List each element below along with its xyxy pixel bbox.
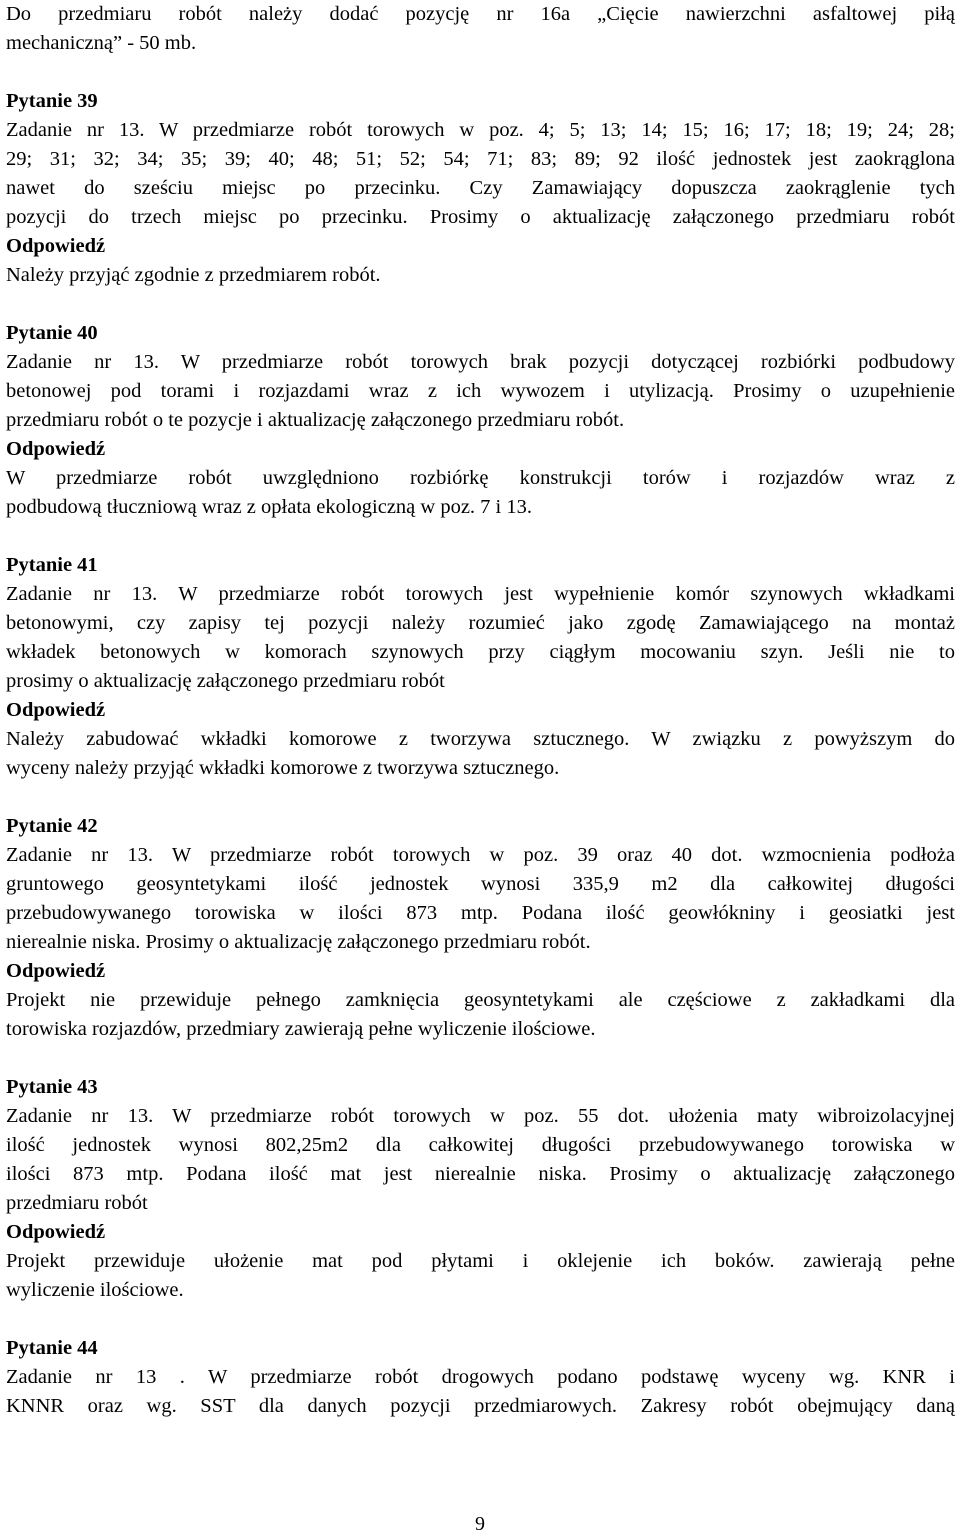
section-heading: Odpowiedź: [6, 438, 106, 460]
text-block: [6, 1334, 955, 1421]
text-line: W przedmiarze robót uwzględniono rozbiórkę konstrukcji torów i rozjazdów wraz z: [6, 467, 955, 489]
text-line: Projekt nie przewiduje pełnego zamknięcia geosyntetykami ale częściowe z zakładkami dla: [6, 989, 955, 1011]
text-line: nierealnie niska. Prosimy o aktualizację załączonego przedmiaru robót.: [6, 931, 591, 953]
text-line: ilość jednostek wynosi 802,25m2 dla całkowitej długości przebudowywanego torowiska w: [6, 1134, 955, 1156]
paragraph-gap: [6, 783, 955, 812]
text-line: nawet do sześciu miejsc po przecinku. Czy Zamawiający dopuszcza zaokrąglenie tych: [6, 177, 955, 199]
text-line: pozycji do trzech miejsc po przecinku. Prosimy o aktualizację załączonego przedmiaru robót: [6, 206, 955, 228]
paragraph-gap: [6, 522, 955, 551]
section-heading: Pytanie 43: [6, 1076, 98, 1098]
text-line: przedmiaru robót: [6, 1192, 148, 1214]
text-line: Zadanie nr 13. W przedmiarze robót torowych brak pozycji dotyczącej rozbiórki podbudowy: [6, 351, 955, 373]
paragraph-gap: [6, 1044, 955, 1073]
section-heading: Pytanie 40: [6, 322, 98, 344]
text-block: [6, 319, 955, 522]
page-number: 9: [475, 1513, 485, 1535]
text-line: Zadanie nr 13. W przedmiarze robót torowych w poz. 55 dot. ułożenia maty wibroizolacyjnej: [6, 1105, 955, 1127]
text-line: KNNR oraz wg. SST dla danych pozycji przedmiarowych. Zakresy robót obejmujący daną: [6, 1395, 955, 1417]
text-block: [6, 0, 955, 58]
paragraph-gap: [6, 1305, 955, 1334]
section-heading: Odpowiedź: [6, 1221, 106, 1243]
text-line: ilości 873 mtp. Podana ilość mat jest nierealnie niska. Prosimy o aktualizację załączonego: [6, 1163, 955, 1185]
text-line: prosimy o aktualizację załączonego przedmiaru robót: [6, 670, 445, 692]
text-line: przedmiaru robót o te pozycje i aktualizację załączonego przedmiaru robót.: [6, 409, 625, 431]
text-block: [6, 812, 955, 1044]
text-line: przebudowywanego torowiska w ilości 873 mtp. Podana ilość geowłókniny i geosiatki jest: [6, 902, 955, 924]
paragraph-gap: [6, 58, 955, 87]
text-line: Zadanie nr 13. W przedmiarze robót torowych w poz. 4; 5; 13; 14; 15; 16; 17; 18; 19; 24; 28;: [6, 119, 955, 141]
text-line: Projekt przewiduje ułożenie mat pod płytami i oklejenie ich boków. zawierają pełne: [6, 1250, 955, 1272]
section-heading: Pytanie 44: [6, 1337, 98, 1359]
text-line: Do przedmiaru robót należy dodać pozycję nr 16a „Cięcie nawierzchni asfaltowej piłą: [6, 3, 955, 25]
text-line: wyceny należy przyjąć wkładki komorowe z tworzywa sztucznego.: [6, 757, 560, 779]
text-block: [6, 1073, 955, 1305]
text-line: mechaniczną” - 50 mb.: [6, 32, 197, 54]
text-line: betonowej pod torami i rozjazdami wraz z ich wywozem i utylizacją. Prosimy o uzupełnienie: [6, 380, 955, 402]
text-line: Zadanie nr 13. W przedmiarze robót torowych w poz. 39 oraz 40 dot. wzmocnienia podłoża: [6, 844, 955, 866]
section-heading: Pytanie 42: [6, 815, 98, 837]
document-page: [6, 0, 955, 1421]
text-line: torowiska rozjazdów, przedmiary zawierają pełne wyliczenie ilościowe.: [6, 1018, 596, 1040]
section-heading: Odpowiedź: [6, 235, 106, 257]
paragraph-gap: [6, 290, 955, 319]
section-heading: Pytanie 41: [6, 554, 98, 576]
text-line: Należy przyjąć zgodnie z przedmiarem robót.: [6, 264, 381, 286]
text-line: Należy zabudować wkładki komorowe z tworzywa sztucznego. W związku z powyższym do: [6, 728, 955, 750]
section-heading: Pytanie 39: [6, 90, 98, 112]
text-line: Zadanie nr 13. W przedmiarze robót torowych jest wypełnienie komór szynowych wkładkami: [6, 583, 955, 605]
text-block: [6, 551, 955, 783]
text-line: betonowymi, czy zapisy tej pozycji należy rozumieć jako zgodę Zamawiającego na montaż: [6, 612, 955, 634]
text-line: 29; 31; 32; 34; 35; 39; 40; 48; 51; 52; 54; 71; 83; 89; 92 ilość jednostek jest zaokrąglona: [6, 148, 955, 170]
text-line: Zadanie nr 13 . W przedmiarze robót drogowych podano podstawę wyceny wg. KNR i: [6, 1366, 955, 1388]
text-line: gruntowego geosyntetykami ilość jednostek wynosi 335,9 m2 dla całkowitej długości: [6, 873, 955, 895]
section-heading: Odpowiedź: [6, 699, 106, 721]
text-line: wkładek betonowych w komorach szynowych przy ciągłym mocowaniu szyn. Jeśli nie to: [6, 641, 955, 663]
text-line: podbudową tłuczniową wraz z opłata ekologiczną w poz. 7 i 13.: [6, 496, 532, 518]
section-heading: Odpowiedź: [6, 960, 106, 982]
text-line: wyliczenie ilościowe.: [6, 1279, 184, 1301]
text-block: [6, 87, 955, 290]
